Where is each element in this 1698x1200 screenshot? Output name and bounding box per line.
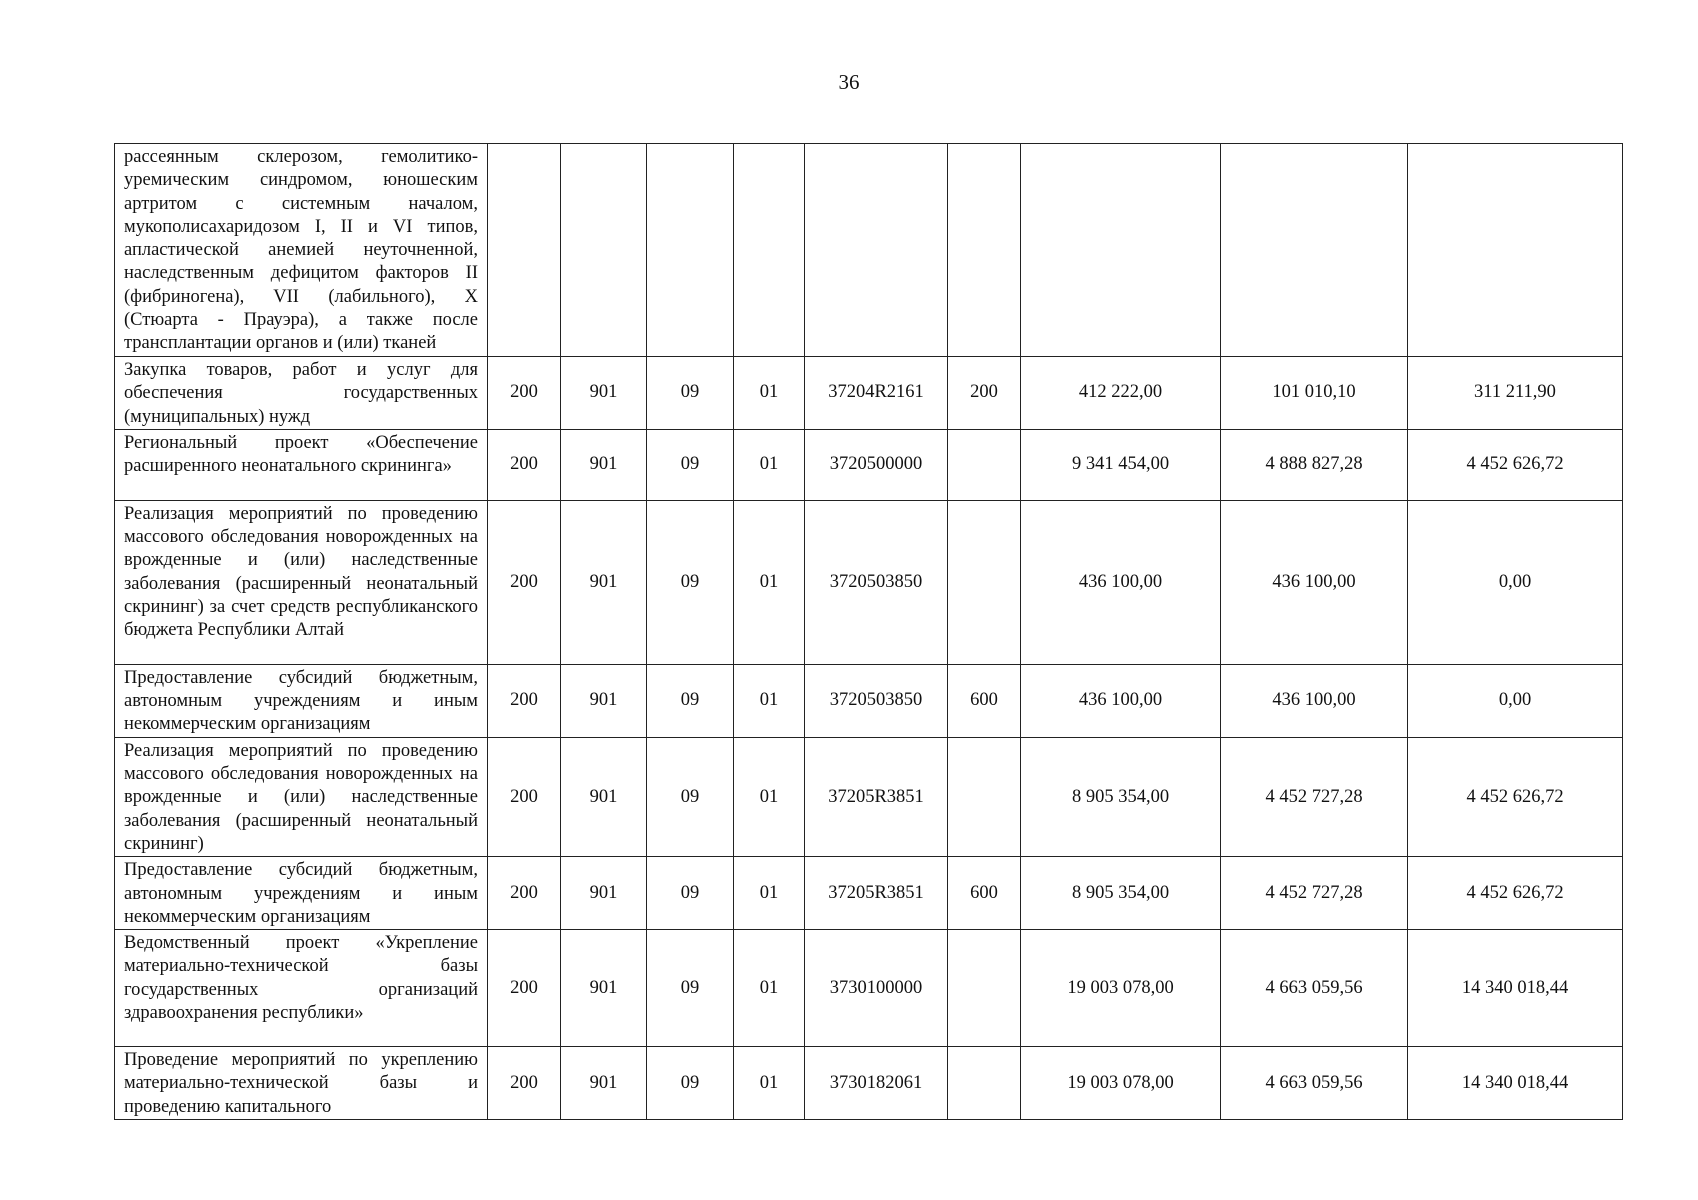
table-row xyxy=(115,357,1623,430)
amount-total: 19 003 078,00 xyxy=(1021,930,1221,1047)
page-number: 36 xyxy=(838,70,860,94)
row-description: Реализация мероприятий по проведению массового обследования новорожденных на врожденные и (или) наследственные заболевания (расширенный неонатальный скрининг) xyxy=(115,737,488,856)
subchapter-code: 01 xyxy=(734,500,805,664)
chapter-code: 09 xyxy=(647,737,734,856)
ministry-code: 901 xyxy=(561,429,647,500)
expense-type-code xyxy=(948,737,1021,856)
amount-total: 8 905 354,00 xyxy=(1021,737,1221,856)
amount-regional: 311 211,90 xyxy=(1408,357,1623,430)
ministry-code xyxy=(561,144,647,357)
amount-total: 9 341 454,00 xyxy=(1021,429,1221,500)
row-description: Реализация мероприятий по проведению массового обследования новорожденных на врожденные и (или) наследственные заболевания (расширенный неонатальный скрининг) за счет средств республиканского бюджета Республики Алтай xyxy=(115,500,488,664)
chapter-code xyxy=(647,144,734,357)
chapter-code: 09 xyxy=(647,429,734,500)
section-code: 200 xyxy=(488,737,561,856)
expense-type-code xyxy=(948,429,1021,500)
table-row xyxy=(115,144,1623,357)
table-row xyxy=(115,737,1623,856)
expense-type-code xyxy=(948,144,1021,357)
row-description: рассеянным склерозом, гемолитико-уремическим синдромом, юношеским артритом с системным началом, мукополисахаридозом I, II и VI типов, апластической анемией неуточненной, наследственным дефицитом факторов II (фибриногена), VII (лабильного), X (Стюарта - Прауэра), а также после трансплантации органов и (или) тканей xyxy=(115,144,488,357)
chapter-code: 09 xyxy=(647,930,734,1047)
amount-federal: 4 888 827,28 xyxy=(1221,429,1408,500)
amount-total: 8 905 354,00 xyxy=(1021,857,1221,930)
section-code: 200 xyxy=(488,930,561,1047)
amount-regional: 4 452 626,72 xyxy=(1408,737,1623,856)
subchapter-code: 01 xyxy=(734,664,805,737)
amount-federal: 4 452 727,28 xyxy=(1221,737,1408,856)
amount-regional: 14 340 018,44 xyxy=(1408,930,1623,1047)
target-article-code: 37205R3851 xyxy=(805,737,948,856)
amount-regional: 0,00 xyxy=(1408,500,1623,664)
ministry-code: 901 xyxy=(561,930,647,1047)
ministry-code: 901 xyxy=(561,857,647,930)
row-description: Проведение мероприятий по укреплению материально-технической базы и проведению капитального xyxy=(115,1047,488,1120)
ministry-code: 901 xyxy=(561,500,647,664)
budget-table xyxy=(114,143,1623,1120)
section-code: 200 xyxy=(488,1047,561,1120)
section-code xyxy=(488,144,561,357)
target-article-code: 3720500000 xyxy=(805,429,948,500)
subchapter-code: 01 xyxy=(734,737,805,856)
expense-type-code xyxy=(948,930,1021,1047)
row-description: Региональный проект «Обеспечение расширенного неонатального скрининга» xyxy=(115,429,488,500)
subchapter-code: 01 xyxy=(734,1047,805,1120)
table-row xyxy=(115,500,1623,664)
chapter-code: 09 xyxy=(647,857,734,930)
ministry-code: 901 xyxy=(561,1047,647,1120)
subchapter-code: 01 xyxy=(734,357,805,430)
target-article-code xyxy=(805,144,948,357)
chapter-code: 09 xyxy=(647,664,734,737)
target-article-code: 37204R2161 xyxy=(805,357,948,430)
expense-type-code xyxy=(948,1047,1021,1120)
amount-total xyxy=(1021,144,1221,357)
row-description: Закупка товаров, работ и услуг для обеспечения государственных (муниципальных) нужд xyxy=(115,357,488,430)
amount-federal: 101 010,10 xyxy=(1221,357,1408,430)
table-row xyxy=(115,857,1623,930)
amount-total: 19 003 078,00 xyxy=(1021,1047,1221,1120)
section-code: 200 xyxy=(488,500,561,664)
subchapter-code: 01 xyxy=(734,857,805,930)
chapter-code: 09 xyxy=(647,500,734,664)
subchapter-code: 01 xyxy=(734,930,805,1047)
ministry-code: 901 xyxy=(561,664,647,737)
table-row xyxy=(115,429,1623,500)
amount-regional: 4 452 626,72 xyxy=(1408,429,1623,500)
amount-regional: 4 452 626,72 xyxy=(1408,857,1623,930)
section-code: 200 xyxy=(488,857,561,930)
amount-federal: 436 100,00 xyxy=(1221,664,1408,737)
subchapter-code xyxy=(734,144,805,357)
row-description: Предоставление субсидий бюджетным, автономным учреждениям и иным некоммерческим организациям xyxy=(115,664,488,737)
amount-total: 436 100,00 xyxy=(1021,500,1221,664)
amount-federal: 4 663 059,56 xyxy=(1221,930,1408,1047)
section-code: 200 xyxy=(488,357,561,430)
chapter-code: 09 xyxy=(647,357,734,430)
target-article-code: 37205R3851 xyxy=(805,857,948,930)
subchapter-code: 01 xyxy=(734,429,805,500)
expense-type-code: 200 xyxy=(948,357,1021,430)
target-article-code: 3720503850 xyxy=(805,664,948,737)
table-row xyxy=(115,1047,1623,1120)
amount-regional: 14 340 018,44 xyxy=(1408,1047,1623,1120)
amount-federal: 4 452 727,28 xyxy=(1221,857,1408,930)
table-row xyxy=(115,664,1623,737)
amount-regional: 0,00 xyxy=(1408,664,1623,737)
target-article-code: 3730100000 xyxy=(805,930,948,1047)
amount-regional xyxy=(1408,144,1623,357)
section-code: 200 xyxy=(488,429,561,500)
table-row xyxy=(115,930,1623,1047)
section-code: 200 xyxy=(488,664,561,737)
expense-type-code: 600 xyxy=(948,664,1021,737)
row-description: Предоставление субсидий бюджетным, автономным учреждениям и иным некоммерческим организациям xyxy=(115,857,488,930)
amount-federal: 4 663 059,56 xyxy=(1221,1047,1408,1120)
target-article-code: 3720503850 xyxy=(805,500,948,664)
expense-type-code xyxy=(948,500,1021,664)
chapter-code: 09 xyxy=(647,1047,734,1120)
amount-total: 412 222,00 xyxy=(1021,357,1221,430)
ministry-code: 901 xyxy=(561,737,647,856)
ministry-code: 901 xyxy=(561,357,647,430)
expense-type-code: 600 xyxy=(948,857,1021,930)
amount-federal xyxy=(1221,144,1408,357)
amount-federal: 436 100,00 xyxy=(1221,500,1408,664)
row-description: Ведомственный проект «Укрепление материально-технической базы государственных организаций здравоохранения республики» xyxy=(115,930,488,1047)
amount-total: 436 100,00 xyxy=(1021,664,1221,737)
target-article-code: 3730182061 xyxy=(805,1047,948,1120)
